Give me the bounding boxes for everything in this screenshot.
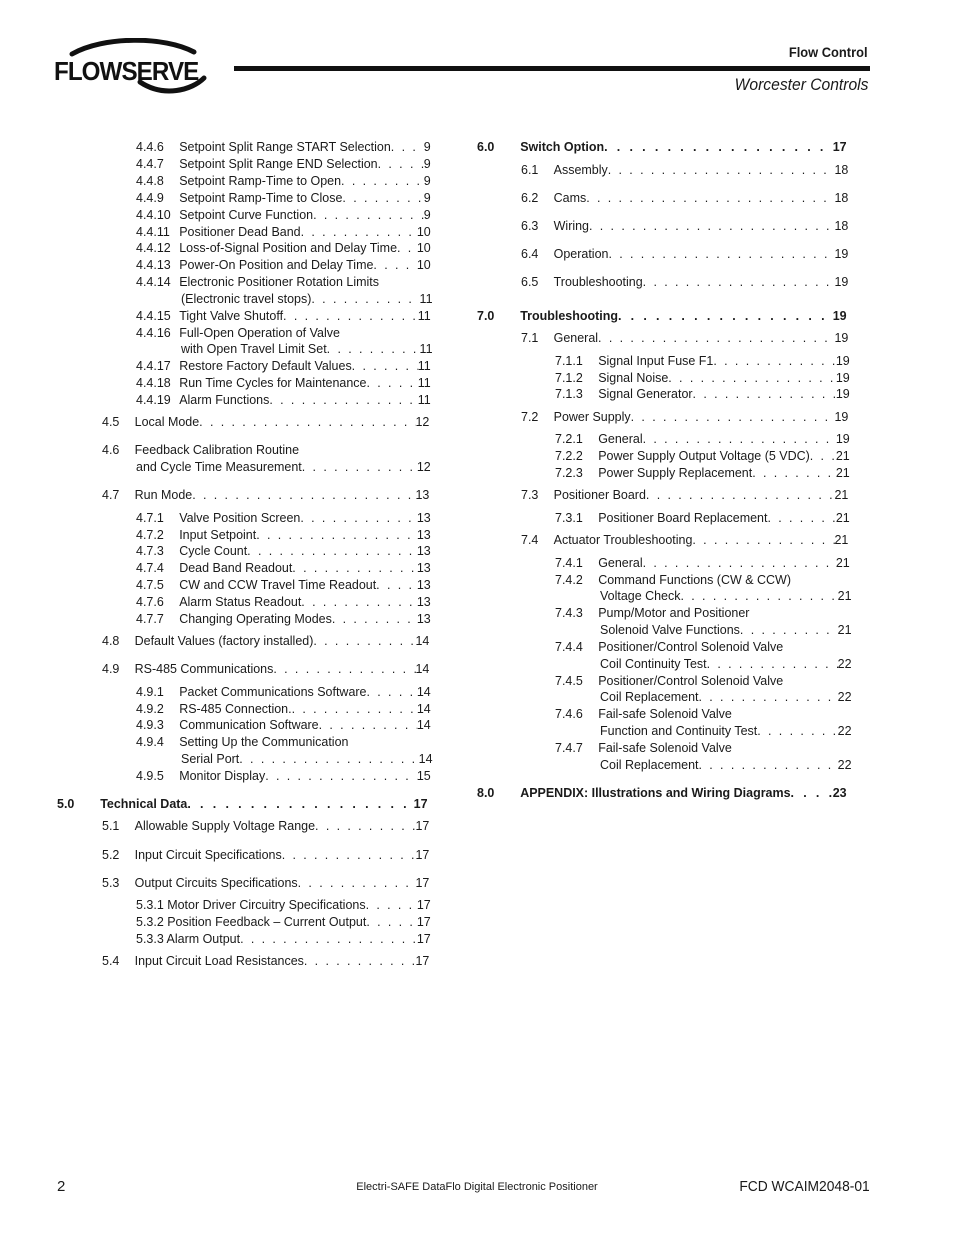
toc-entry[interactable] <box>102 952 429 969</box>
toc-entry-number: 4.4.18 <box>136 375 171 390</box>
toc-entry[interactable] <box>136 700 431 717</box>
toc-entry[interactable] <box>136 374 431 391</box>
document-title: Electri-SAFE DataFlo Digital Electronic Positioner <box>356 1181 598 1193</box>
toc-entry-title: Packet Communications Software <box>179 684 367 699</box>
toc-entry[interactable] <box>600 621 852 638</box>
toc-entry-page: 19 <box>835 353 850 368</box>
toc-entry-number: 5.1 <box>102 818 120 833</box>
toc-entry[interactable] <box>136 509 431 526</box>
toc-entry[interactable] <box>102 486 429 503</box>
toc-entry-number: 8.0 <box>477 785 495 800</box>
brand-name: Worcester Controls <box>734 75 868 94</box>
toc-entry-title-continued: with Open Travel Limit Set <box>181 341 327 356</box>
toc-entry[interactable] <box>136 526 431 543</box>
toc-entry-number: 4.7.5 <box>136 577 164 592</box>
toc-entry-first-line <box>136 324 340 341</box>
toc-entry-page: 19 <box>835 431 850 446</box>
toc-entry-page: 13 <box>416 543 431 558</box>
toc-entry[interactable] <box>555 369 850 386</box>
toc-entry-number: 4.4.17 <box>136 358 171 373</box>
toc-entry-title-continued: Function and Continuity Test <box>600 723 758 738</box>
toc-entry-page: 18 <box>834 162 849 177</box>
toc-entry-title: Power-On Position and Delay Time <box>179 257 374 272</box>
toc-entry-page: 14 <box>416 701 431 716</box>
toc-entry[interactable] <box>136 716 431 733</box>
toc-entry-title: Fail-safe Solenoid Valve <box>598 740 732 755</box>
toc-entry[interactable] <box>136 138 431 155</box>
toc-entry[interactable] <box>600 587 852 604</box>
toc-entry-number: 7.4.2 <box>555 572 583 587</box>
toc-entry[interactable] <box>555 430 850 447</box>
toc-entry-number: 4.9.2 <box>136 701 164 716</box>
toc-entry[interactable] <box>136 223 431 240</box>
toc-entry-number: 4.7.6 <box>136 594 164 609</box>
toc-entry-title: Command Functions (CW & CCW) <box>598 572 791 587</box>
toc-entry-first-line <box>136 733 348 750</box>
toc-entry-title: Assembly <box>553 162 608 177</box>
toc-entry-number: 4.9 <box>102 661 120 676</box>
toc-entry-title: Monitor Display <box>179 768 266 783</box>
toc-entry[interactable] <box>136 593 431 610</box>
toc-entry-first-line <box>555 638 783 655</box>
toc-entry-title: Run Mode <box>134 487 193 502</box>
toc-entry[interactable] <box>102 660 429 677</box>
toc-entry-number: 7.4.7 <box>555 740 583 755</box>
toc-entry-title-continued: and Cycle Time Measurement <box>136 459 302 474</box>
toc-entry-title: Switch Option <box>520 139 605 154</box>
toc-entry-page: 14 <box>415 633 430 648</box>
toc-entry-title: Setpoint Ramp-Time to Open <box>179 173 342 188</box>
toc-entry-title: Positioner/Control Solenoid Valve <box>598 639 784 654</box>
toc-entry-number: 7.1.3 <box>555 386 583 401</box>
toc-entry-page: 19 <box>835 386 850 401</box>
toc-entry-title-continued: Serial Port <box>181 751 240 766</box>
toc-entry-page: 21 <box>835 510 850 525</box>
toc-entry-number: 7.0 <box>477 308 495 323</box>
toc-entry-title: Communication Software <box>179 717 319 732</box>
toc-entry[interactable] <box>136 391 431 408</box>
logo-wordmark: FLOWSERVE <box>54 56 199 86</box>
toc-entry-title: Setpoint Ramp-Time to Close <box>179 190 343 205</box>
toc-entry[interactable] <box>521 189 848 206</box>
toc-entry-number: 6.5 <box>521 274 539 289</box>
toc-entry[interactable] <box>102 632 429 649</box>
toc-entry[interactable] <box>136 172 431 189</box>
toc-entry-number: 4.4.13 <box>136 257 171 272</box>
document-code: FCD WCAIM2048-01 <box>739 1178 870 1195</box>
toc-entry-title: Restore Factory Default Values <box>179 358 352 373</box>
toc-entry-page: 22 <box>837 723 852 738</box>
toc-entry-page: 19 <box>834 274 849 289</box>
toc-entry[interactable] <box>102 874 429 891</box>
toc-entry-number: 4.7.7 <box>136 611 164 626</box>
toc-entry-number: 7.1.1 <box>555 353 583 368</box>
toc-entry[interactable] <box>181 750 433 767</box>
toc-entry[interactable] <box>555 385 850 402</box>
toc-entry[interactable] <box>600 722 852 739</box>
toc-entry-title: Input Setpoint <box>179 527 257 542</box>
toc-entry-number: 7.2.2 <box>555 448 583 463</box>
toc-entry[interactable] <box>181 290 433 307</box>
toc-entry[interactable] <box>555 464 850 481</box>
toc-entry-page: 14 <box>415 661 430 676</box>
header-rule <box>234 66 870 71</box>
toc-entry-number: 7.3 <box>521 487 539 502</box>
toc-entry-number: 5.3 <box>102 875 120 890</box>
toc-entry-number: 7.2.3 <box>555 465 583 480</box>
toc-entry-title: Setpoint Split Range END Selection <box>179 156 378 171</box>
toc-entry-first-line <box>555 739 732 756</box>
toc-entry-number: 4.7.2 <box>136 527 164 542</box>
toc-entry-title: Troubleshooting <box>520 308 618 323</box>
toc-entry-title: Setting Up the Communication <box>179 734 349 749</box>
toc-entry-title: Wiring <box>553 218 590 233</box>
toc-entry-title-continued: Coil Replacement <box>600 689 699 704</box>
toc-entry-page: 17 <box>415 847 430 862</box>
toc-chapter-entry[interactable] <box>477 307 847 324</box>
toc-entry-page: 21 <box>837 622 852 637</box>
toc-entry-title: General <box>553 330 599 345</box>
toc-entry[interactable] <box>136 610 431 627</box>
toc-entry-page: 10 <box>416 224 431 239</box>
toc-entry-page: 22 <box>837 689 852 704</box>
toc-entry-first-line <box>555 672 783 689</box>
toc-entry[interactable] <box>136 307 431 324</box>
toc-entry-title: Cams <box>553 190 587 205</box>
toc-entry-number: 4.4.6 <box>136 139 164 154</box>
toc-entry[interactable] <box>521 273 848 290</box>
toc-entry-number: 4.9.4 <box>136 734 164 749</box>
toc-entry-number: 4.7.1 <box>136 510 164 525</box>
toc-entry-page: 9 <box>423 173 431 188</box>
toc-entry-title: Positioner/Control Solenoid Valve <box>598 673 784 688</box>
toc-entry-page: 17 <box>832 139 847 154</box>
toc-entry-number: 7.4.1 <box>555 555 583 570</box>
toc-entry-title: Run Time Cycles for Maintenance <box>179 375 367 390</box>
toc-entry-title-continued: Coil Replacement <box>600 757 699 772</box>
toc-entry-number: 5.0 <box>57 796 75 811</box>
toc-entry-page: 21 <box>835 465 850 480</box>
toc-entry[interactable] <box>181 340 433 357</box>
toc-entry[interactable] <box>521 329 848 346</box>
toc-entry-title: General <box>598 431 643 446</box>
toc-entry[interactable] <box>136 683 431 700</box>
toc-entry-title: Setpoint Split Range START Selection <box>179 139 391 154</box>
toc-entry-number: 4.4.14 <box>136 274 171 289</box>
toc-entry-title: Output Circuits Specifications <box>134 875 298 890</box>
toc-entry-first-line <box>102 441 299 458</box>
toc-entry[interactable] <box>136 256 431 273</box>
toc-entry[interactable] <box>136 206 431 223</box>
toc-entry-number: 4.7 <box>102 487 120 502</box>
toc-entry-title: Alarm Functions <box>179 392 270 407</box>
toc-entry-number: 7.4 <box>521 532 539 547</box>
toc-entry-page: 13 <box>416 577 431 592</box>
toc-entry-title: Positioner Board <box>553 487 646 502</box>
toc-entry-number: 6.2 <box>521 190 539 205</box>
toc-entry-page: 17 <box>413 796 428 811</box>
toc-entry[interactable] <box>521 217 848 234</box>
toc-entry[interactable] <box>555 509 850 526</box>
toc-entry[interactable] <box>521 161 848 178</box>
toc-entry-page: 10 <box>416 257 431 272</box>
toc-entry-page: 19 <box>832 308 847 323</box>
toc-entry-title: Signal Generator <box>598 386 693 401</box>
toc-entry-page: 14 <box>416 684 431 699</box>
toc-entry-number: 5.4 <box>102 953 120 968</box>
toc-entry-number: 7.4.5 <box>555 673 583 688</box>
toc-entry-title: Default Values (factory installed) <box>134 633 314 648</box>
toc-entry-number: 5.2 <box>102 847 120 862</box>
toc-entry-number: 4.4.15 <box>136 308 171 323</box>
toc-entry-title: Feedback Calibration Routine <box>134 442 300 457</box>
toc-entry-title: Power Supply <box>553 409 631 424</box>
flowserve-logo <box>54 38 214 100</box>
toc-entry-number: 7.1.2 <box>555 370 583 385</box>
toc-entry[interactable] <box>102 817 429 834</box>
toc-entry-page: 19 <box>835 370 850 385</box>
toc-entry-number: 4.7.3 <box>136 543 164 558</box>
page-number: 2 <box>57 1178 66 1195</box>
toc-entry-page: 11 <box>417 358 431 373</box>
toc-entry-number: 7.2 <box>521 409 539 424</box>
toc-entry[interactable] <box>600 756 852 773</box>
toc-entry-title: Input Circuit Specifications <box>134 847 282 862</box>
toc-entry[interactable] <box>136 542 431 559</box>
toc-entry-number: 4.5 <box>102 414 120 429</box>
toc-entry-title: 5.3.1 Motor Driver Circuitry Specifications <box>136 897 366 912</box>
toc-entry-number: 4.8 <box>102 633 120 648</box>
toc-entry-title: APPENDIX: Illustrations and Wiring Diagrams <box>520 785 791 800</box>
toc-entry-number: 4.6 <box>102 442 120 457</box>
toc-entry[interactable] <box>600 688 852 705</box>
toc-entry-page: 17 <box>415 875 430 890</box>
toc-entry-number: 4.9.3 <box>136 717 164 732</box>
toc-entry-title: Fail-safe Solenoid Valve <box>598 706 732 721</box>
toc-entry[interactable] <box>521 531 848 548</box>
toc-entry-page: 10 <box>416 240 431 255</box>
toc-entry-title: Signal Input Fuse F1 <box>598 353 714 368</box>
toc-entry[interactable] <box>136 357 431 374</box>
toc-entry-page: 11 <box>417 392 431 407</box>
toc-entry-page: 21 <box>835 448 850 463</box>
toc-entry-number: 4.4.19 <box>136 392 171 407</box>
toc-entry-page: 22 <box>837 656 852 671</box>
toc-entry-title: Technical Data <box>100 796 188 811</box>
toc-entry-title: Power Supply Output Voltage (5 VDC) <box>598 448 810 463</box>
toc-entry-page: 9 <box>423 139 431 154</box>
toc-entry-number: 4.4.10 <box>136 207 171 222</box>
toc-entry-title: Full-Open Operation of Valve <box>179 325 340 340</box>
toc-entry-page: 21 <box>834 532 849 547</box>
toc-entry-title: Power Supply Replacement <box>598 465 753 480</box>
toc-entry-title: Positioner Dead Band <box>179 224 301 239</box>
toc-entry-number: 4.9.1 <box>136 684 164 699</box>
toc-entry[interactable] <box>136 458 431 475</box>
toc-entry-page: 14 <box>416 717 431 732</box>
toc-entry-page: 11 <box>417 308 431 323</box>
toc-entry-page: 19 <box>834 330 849 345</box>
toc-entry-title-continued: Coil Continuity Test <box>600 656 707 671</box>
toc-entry-page: 18 <box>834 190 849 205</box>
toc-entry[interactable] <box>136 239 431 256</box>
toc-entry-title: Positioner Board Replacement <box>598 510 768 525</box>
toc-entry-number: 7.1 <box>521 330 539 345</box>
toc-entry-page: 22 <box>837 757 852 772</box>
toc-entry-number: 4.9.5 <box>136 768 164 783</box>
toc-entry-first-line <box>555 705 732 722</box>
toc-entry-title: 5.3.3 Alarm Output <box>136 931 241 946</box>
toc-entry-title: Input Circuit Load Resistances <box>134 953 304 968</box>
toc-entry-number: 6.4 <box>521 246 539 261</box>
toc-entry-number: 7.4.3 <box>555 605 583 620</box>
toc-entry-page: 17 <box>416 914 431 929</box>
toc-entry-title: Operation <box>553 246 609 261</box>
toc-entry-page: 11 <box>419 291 433 306</box>
toc-entry-page: 17 <box>416 931 431 946</box>
toc-entry-number: 4.4.11 <box>136 224 170 239</box>
toc-entry-page: 13 <box>415 487 430 502</box>
toc-entry-title: Valve Position Screen <box>179 510 301 525</box>
toc-entry-first-line <box>555 571 791 588</box>
toc-entry[interactable] <box>136 896 431 913</box>
toc-entry[interactable] <box>102 846 429 863</box>
toc-entry[interactable] <box>136 930 431 947</box>
toc-entry[interactable] <box>102 413 429 430</box>
toc-entry-title: Loss-of-Signal Position and Delay Time <box>179 240 398 255</box>
toc-entry-page: 19 <box>834 246 849 261</box>
toc-entry-number: 4.7.4 <box>136 560 164 575</box>
division-name: Flow Control <box>789 44 868 60</box>
toc-entry-title: Alarm Status Readout <box>179 594 302 609</box>
toc-entry-page: 11 <box>417 375 431 390</box>
toc-entry[interactable] <box>521 486 848 503</box>
toc-entry-page: 23 <box>832 785 847 800</box>
toc-entry-page: 12 <box>415 414 430 429</box>
toc-entry[interactable] <box>555 352 850 369</box>
toc-entry[interactable] <box>555 447 850 464</box>
toc-entry-number: 4.4.8 <box>136 173 164 188</box>
toc-entry-title: Allowable Supply Voltage Range <box>134 818 316 833</box>
toc-entry-page: 21 <box>837 588 852 603</box>
toc-entry-title: CW and CCW Travel Time Readout <box>179 577 377 592</box>
toc-entry[interactable] <box>136 913 431 930</box>
toc-entry-number: 7.4.4 <box>555 639 583 654</box>
toc-chapter-entry[interactable] <box>57 795 428 812</box>
toc-entry-title: Local Mode <box>134 414 200 429</box>
toc-entry-title: RS-485 Communications <box>134 661 274 676</box>
toc-entry-title: General <box>598 555 643 570</box>
toc-entry-title: Signal Noise <box>598 370 669 385</box>
toc-entry-number: 6.0 <box>477 139 495 154</box>
toc-entry[interactable] <box>136 576 431 593</box>
toc-entry-title-continued: (Electronic travel stops) <box>181 291 312 306</box>
toc-entry-first-line <box>136 273 379 290</box>
toc-entry-title: Pump/Motor and Positioner <box>598 605 750 620</box>
toc-entry-title: Changing Operating Modes <box>179 611 332 626</box>
toc-entry-number: 7.3.1 <box>555 510 583 525</box>
toc-entry-title: 5.3.2 Position Feedback – Current Output <box>136 914 367 929</box>
toc-entry-page: 15 <box>416 768 431 783</box>
toc-entry-page: 14 <box>418 751 433 766</box>
toc-entry-page: 17 <box>416 897 431 912</box>
toc-entry-page: 12 <box>416 459 431 474</box>
toc-entry-page: 19 <box>834 409 849 424</box>
toc-entry-title: Actuator Troubleshooting <box>553 532 693 547</box>
toc-entry-page: 13 <box>416 527 431 542</box>
toc-chapter-entry[interactable] <box>477 138 847 155</box>
toc-entry-title: Dead Band Readout <box>179 560 293 575</box>
toc-entry-title: Cycle Count <box>179 543 248 558</box>
toc-entry-page: 21 <box>835 555 850 570</box>
toc-entry-number: 4.4.9 <box>136 190 164 205</box>
toc-entry-page: 11 <box>419 341 433 356</box>
toc-entry-title: Troubleshooting <box>553 274 643 289</box>
toc-entry[interactable] <box>521 408 848 425</box>
toc-entry-title: Setpoint Curve Function <box>179 207 314 222</box>
toc-entry-page: 18 <box>834 218 849 233</box>
toc-entry[interactable] <box>136 189 431 206</box>
toc-entry-title-continued: Solenoid Valve Functions <box>600 622 740 637</box>
toc-entry-page: 9 <box>423 156 431 171</box>
toc-entry-number: 7.2.1 <box>555 431 583 446</box>
toc-entry-page: 17 <box>415 953 430 968</box>
toc-entry-title: Electronic Positioner Rotation Limits <box>179 274 379 289</box>
toc-entry-number: 4.4.7 <box>136 156 164 171</box>
toc-entry[interactable] <box>136 767 431 784</box>
toc-entry-number: 6.3 <box>521 218 539 233</box>
toc-entry-page: 13 <box>416 594 431 609</box>
toc-entry-page: 13 <box>416 611 431 626</box>
toc-entry-page: 13 <box>416 510 431 525</box>
toc-entry-page: 9 <box>423 190 431 205</box>
toc-entry-title: RS-485 Connection. <box>179 701 292 716</box>
toc-entry-number: 6.1 <box>521 162 539 177</box>
toc-entry[interactable] <box>555 554 850 571</box>
toc-entry-page: 17 <box>415 818 430 833</box>
toc-entry-page: 9 <box>423 207 431 222</box>
toc-entry-title-continued: Voltage Check <box>600 588 681 603</box>
toc-chapter-entry[interactable] <box>477 784 847 801</box>
toc-entry-number: 7.4.6 <box>555 706 583 721</box>
toc-entry-title: Tight Valve Shutoff <box>179 308 284 323</box>
toc-entry-page: 21 <box>834 487 849 502</box>
toc-entry-first-line <box>555 604 749 621</box>
toc-entry[interactable] <box>136 559 431 576</box>
toc-entry[interactable] <box>600 655 852 672</box>
toc-entry-page: 13 <box>416 560 431 575</box>
toc-entry-number: 4.4.12 <box>136 240 171 255</box>
toc-entry[interactable] <box>521 245 848 262</box>
toc-entry[interactable] <box>136 155 431 172</box>
toc-entry-number: 4.4.16 <box>136 325 171 340</box>
